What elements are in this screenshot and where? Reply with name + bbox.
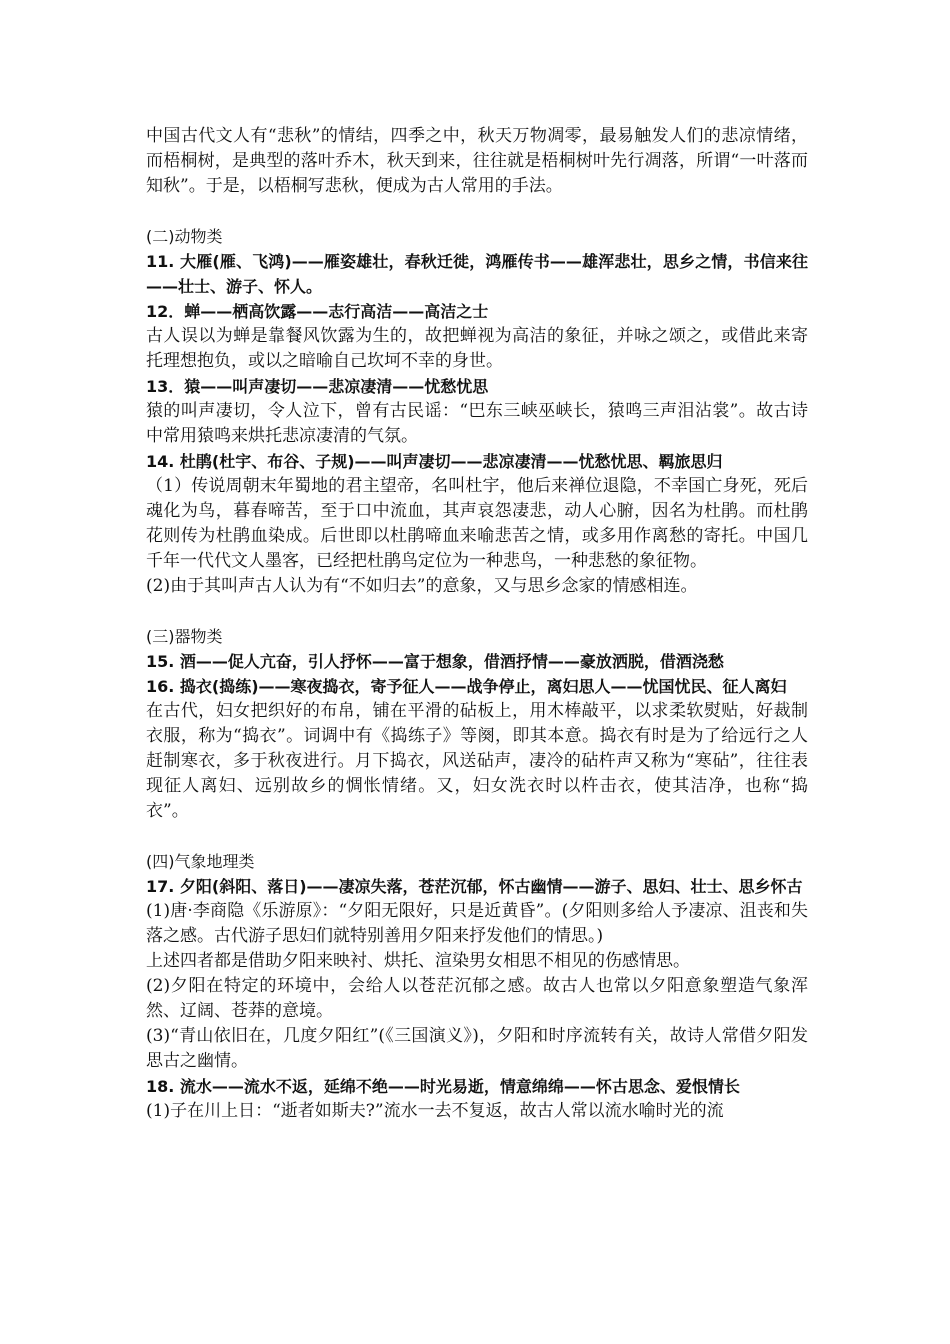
intro-paragraph: 中国古代文人有“悲秋”的情结，四季之中，秋天万物凋零，最易触发人们的悲凉情绪，而梧桐树，是典型的落叶乔木，秋天到来，往往就是梧桐树叶先行凋落，所谓“一叶落而知秋”。于是，以梧桐写悲秋，便成为古人常用的手法。 xyxy=(146,126,808,196)
item-14-paragraph-1: （1）传说周朝末年蜀地的君主望帝，名叫杜宇，他后来禅位退隐，不幸国亡身死，死后魂化为鸟，暮春啼苦，至于口中流血，其声哀怨凄悲，动人心腑，因名为杜鹃。而杜鹃花则传为杜鹃血染成。后世即以杜鹃啼血来喻悲苦之情，或多用作离愁的寄托。中国几千年一代代文人墨客，已经把杜鹃鸟定位为一种悲鸟，一种悲愁的象征物。 xyxy=(146,476,808,571)
item-14-paragraph-2: (2)由于其叫声古人认为有“不如归去”的意象，又与思乡念家的情感相连。 xyxy=(146,576,698,596)
item-14-heading: 14. 杜鹃(杜宇、布谷、子规)——叫声凄切——悲凉凄清——忧愁忧思、羁旅思归 xyxy=(146,452,723,471)
item-13-paragraph: 猿的叫声凄切，令人泣下，曾有古民谣：“巴东三峡巫峡长，猿鸣三声泪沾裳”。故古诗中常用猿鸣来烘托悲凉凄清的气氛。 xyxy=(146,401,808,446)
item-16-heading: 16. 捣衣(捣练)——寒夜捣衣，寄予征人——战争停止，离妇思人——忧国忧民、征人离妇 xyxy=(146,677,787,696)
item-18-heading: 18. 流水——流水不返，延绵不绝——时光易逝，情意绵绵——怀古思念、爱恨情长 xyxy=(146,1077,740,1096)
item-17-paragraph-4: (3)“青山依旧在，几度夕阳红”(《三国演义》)，夕阳和时序流转有关，故诗人常借夕阳发思古之幽情。 xyxy=(146,1026,808,1071)
section-heading-animals: (二)动物类 xyxy=(146,227,223,246)
section-heading-objects: (三)器物类 xyxy=(146,627,223,646)
section-heading-weather: (四)气象地理类 xyxy=(146,852,255,871)
item-17-paragraph-2: 上述四者都是借助夕阳来映衬、烘托、渲染男女相思不相见的伤感情思。 xyxy=(146,951,690,971)
item-18-paragraph-1: (1)子在川上日：“逝者如斯夫?”流水一去不复返，故古人常以流水喻时光的流 xyxy=(146,1101,724,1121)
item-16-paragraph: 在古代，妇女把织好的布帛，铺在平滑的砧板上，用木棒敲平，以求柔软熨贴，好裁制衣服，称为“捣衣”。词调中有《捣练子》等阕，即其本意。捣衣有时是为了给远行之人赶制寒衣，多于秋夜进行。月下捣衣，风送砧声，凄冷的砧杵声又称为“寒砧”，往往表现征人离妇、远别故乡的惆怅情绪。又，妇女洗衣时以杵击衣，使其洁净，也称“捣衣”。 xyxy=(146,701,808,821)
item-12-paragraph: 古人误以为蝉是靠餐风饮露为生的，故把蝉视为高洁的象征，并咏之颂之，或借此来寄托理想抱负，或以之暗喻自己坎坷不幸的身世。 xyxy=(146,326,808,371)
document-page xyxy=(146,124,808,1124)
item-13-heading: 13．猿——叫声凄切——悲凉凄清——忧愁忧思 xyxy=(146,377,489,396)
item-17-heading: 17. 夕阳(斜阳、落日)——凄凉失落，苍茫沉郁，怀古幽情——游子、思妇、壮士、思乡怀古 xyxy=(146,877,803,896)
item-11-heading: 11. 大雁(雁、飞鸿)——雁姿雄壮，春秋迁徙，鸿雁传书——雄浑悲壮，思乡之情，书信来往——壮士、游子、怀人。 xyxy=(146,252,808,296)
item-17-paragraph-1: (1)唐·李商隐《乐游原》：“夕阳无限好，只是近黄昏”。(夕阳则多给人予凄凉、沮丧和失落之感。古代游子思妇们就特别善用夕阳来抒发他们的情思。) xyxy=(146,901,808,946)
item-17-paragraph-3: (2)夕阳在特定的环境中，会给人以苍茫沉郁之感。故古人也常以夕阳意象塑造气象浑然、辽阔、苍莽的意境。 xyxy=(146,976,808,1021)
item-15-heading: 15. 酒——促人亢奋，引人抒怀——富于想象，借酒抒情——豪放洒脱，借酒浇愁 xyxy=(146,652,724,671)
item-12-heading: 12．蝉——栖高饮露——志行高洁——高洁之士 xyxy=(146,302,489,321)
